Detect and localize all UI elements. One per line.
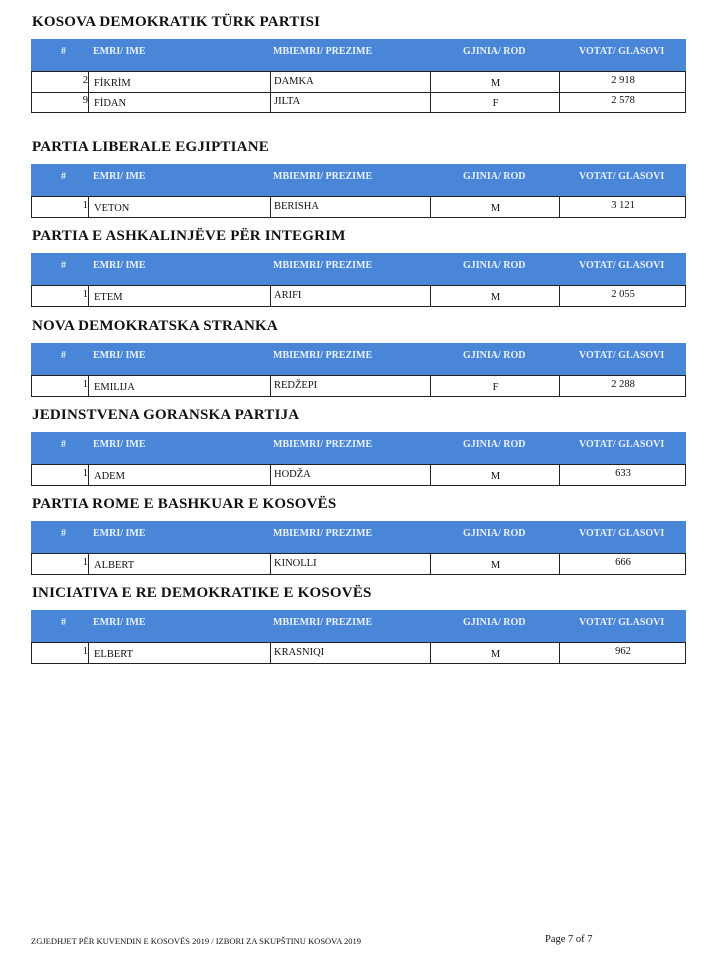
cell-number: 1 [82, 557, 88, 568]
cell-gender: F [492, 382, 499, 393]
cell-surname: KRASNIQI [274, 647, 325, 658]
cell-surname: KINOLLI [274, 558, 317, 569]
table-header [31, 432, 686, 464]
col-header-votes: VOTAT/ GLASOVI [579, 528, 665, 539]
cell-gender: M [490, 78, 501, 89]
cell-votes: 633 [615, 468, 631, 479]
cell-gender: M [490, 649, 501, 660]
party-title: INICIATIVA E RE DEMOKRATIKE E KOSOVËS [32, 585, 372, 601]
cell-name: ETEM [94, 292, 123, 303]
cell-votes: 2 055 [611, 289, 635, 300]
cell-divider [88, 554, 89, 574]
col-header-name: EMRI/ IME [93, 439, 146, 450]
cell-divider [88, 286, 89, 306]
cell-divider [559, 197, 560, 217]
col-header-votes: VOTAT/ GLASOVI [579, 350, 665, 361]
cell-divider [559, 554, 560, 574]
cell-number: 9 [82, 95, 88, 106]
cell-divider [270, 286, 271, 306]
cell-number: 1 [82, 200, 88, 211]
col-header-gender: GJINIA/ ROD [463, 528, 526, 539]
cell-divider [270, 72, 271, 92]
table-header [31, 610, 686, 642]
cell-divider [270, 376, 271, 396]
cell-divider [430, 554, 431, 574]
cell-votes: 2 918 [611, 75, 635, 86]
cell-votes: 2 288 [611, 379, 635, 390]
cell-surname: REDŽEPI [274, 380, 318, 391]
cell-divider [270, 554, 271, 574]
cell-gender: M [490, 471, 501, 482]
cell-number: 2 [82, 75, 88, 86]
table-header [31, 253, 686, 285]
cell-divider [559, 72, 560, 92]
party-title: JEDINSTVENA GORANSKA PARTIJA [32, 407, 300, 423]
col-header-votes: VOTAT/ GLASOVI [579, 46, 665, 57]
cell-number: 1 [82, 468, 88, 479]
cell-votes: 2 578 [611, 95, 635, 106]
cell-divider [430, 465, 431, 485]
cell-divider [88, 197, 89, 217]
party-title: PARTIA LIBERALE EGJIPTIANE [32, 139, 269, 155]
col-header-number: # [61, 260, 66, 271]
col-header-number: # [61, 46, 66, 57]
col-header-number: # [61, 171, 66, 182]
cell-votes: 3 121 [611, 200, 635, 211]
cell-surname: DAMKA [274, 76, 314, 87]
cell-divider [88, 92, 89, 112]
col-header-name: EMRI/ IME [93, 350, 146, 361]
cell-divider [270, 465, 271, 485]
cell-divider [559, 92, 560, 112]
party-title: PARTIA ROME E BASHKUAR E KOSOVËS [32, 496, 337, 512]
col-header-votes: VOTAT/ GLASOVI [579, 617, 665, 628]
table-row [31, 92, 686, 113]
col-header-surname: MBIEMRI/ PREZIME [273, 260, 373, 271]
table-header [31, 164, 686, 196]
party-title: KOSOVA DEMOKRATIK TÜRK PARTISI [32, 14, 321, 30]
cell-divider [559, 286, 560, 306]
col-header-surname: MBIEMRI/ PREZIME [273, 350, 373, 361]
cell-surname: ARIFI [274, 290, 302, 301]
cell-number: 1 [82, 646, 88, 657]
col-header-gender: GJINIA/ ROD [463, 350, 526, 361]
col-header-surname: MBIEMRI/ PREZIME [273, 46, 373, 57]
cell-divider [559, 643, 560, 663]
cell-divider [430, 643, 431, 663]
col-header-gender: GJINIA/ ROD [463, 260, 526, 271]
cell-divider [270, 197, 271, 217]
col-header-votes: VOTAT/ GLASOVI [579, 171, 665, 182]
cell-divider [88, 465, 89, 485]
col-header-name: EMRI/ IME [93, 171, 146, 182]
footer-page-number: Page 7 of 7 [545, 934, 593, 945]
table-row [31, 285, 686, 307]
cell-divider [430, 376, 431, 396]
col-header-surname: MBIEMRI/ PREZIME [273, 528, 373, 539]
cell-divider [88, 643, 89, 663]
col-header-gender: GJINIA/ ROD [463, 439, 526, 450]
col-header-gender: GJINIA/ ROD [463, 46, 526, 57]
table-row [31, 553, 686, 575]
cell-votes: 666 [615, 557, 631, 568]
cell-divider [559, 465, 560, 485]
cell-name: ELBERT [94, 649, 134, 660]
cell-divider [88, 376, 89, 396]
col-header-votes: VOTAT/ GLASOVI [579, 439, 665, 450]
col-header-number: # [61, 617, 66, 628]
cell-name: FİKRİM [94, 78, 131, 89]
cell-surname: BERISHA [274, 201, 319, 212]
cell-votes: 962 [615, 646, 631, 657]
col-header-name: EMRI/ IME [93, 260, 146, 271]
cell-gender: M [490, 203, 501, 214]
table-row [31, 375, 686, 397]
cell-gender: F [492, 98, 499, 109]
cell-divider [88, 72, 89, 92]
cell-divider [270, 643, 271, 663]
col-header-surname: MBIEMRI/ PREZIME [273, 171, 373, 182]
col-header-gender: GJINIA/ ROD [463, 617, 526, 628]
footer-election-title: ZGJEDHJET PËR KUVENDIN E KOSOVËS 2019 / IZBORI ZA SKUPŠTINU KOSOVA 2019 [31, 936, 362, 946]
col-header-gender: GJINIA/ ROD [463, 171, 526, 182]
cell-name: VETON [94, 203, 130, 214]
cell-number: 1 [82, 379, 88, 390]
table-row [31, 196, 686, 218]
table-row [31, 464, 686, 486]
cell-divider [430, 197, 431, 217]
cell-name: EMILIJA [94, 382, 135, 393]
cell-divider [430, 286, 431, 306]
cell-divider [270, 92, 271, 112]
cell-number: 1 [82, 289, 88, 300]
cell-name: ALBERT [94, 560, 135, 571]
party-title: NOVA DEMOKRATSKA STRANKA [32, 318, 278, 334]
col-header-name: EMRI/ IME [93, 528, 146, 539]
col-header-number: # [61, 439, 66, 450]
table-header [31, 39, 686, 71]
cell-divider [430, 72, 431, 92]
table-row [31, 642, 686, 664]
cell-name: ADEM [94, 471, 125, 482]
col-header-name: EMRI/ IME [93, 617, 146, 628]
cell-surname: JILTA [274, 96, 301, 107]
party-title: PARTIA E ASHKALINJËVE PËR INTEGRIM [32, 228, 346, 244]
col-header-votes: VOTAT/ GLASOVI [579, 260, 665, 271]
cell-name: FİDAN [94, 98, 127, 109]
cell-gender: M [490, 560, 501, 571]
cell-gender: M [490, 292, 501, 303]
table-row [31, 71, 686, 93]
col-header-number: # [61, 528, 66, 539]
table-header [31, 521, 686, 553]
col-header-number: # [61, 350, 66, 361]
cell-surname: HODŽA [274, 469, 311, 480]
table-header [31, 343, 686, 375]
cell-divider [430, 92, 431, 112]
cell-divider [559, 376, 560, 396]
col-header-name: EMRI/ IME [93, 46, 146, 57]
col-header-surname: MBIEMRI/ PREZIME [273, 439, 373, 450]
col-header-surname: MBIEMRI/ PREZIME [273, 617, 373, 628]
